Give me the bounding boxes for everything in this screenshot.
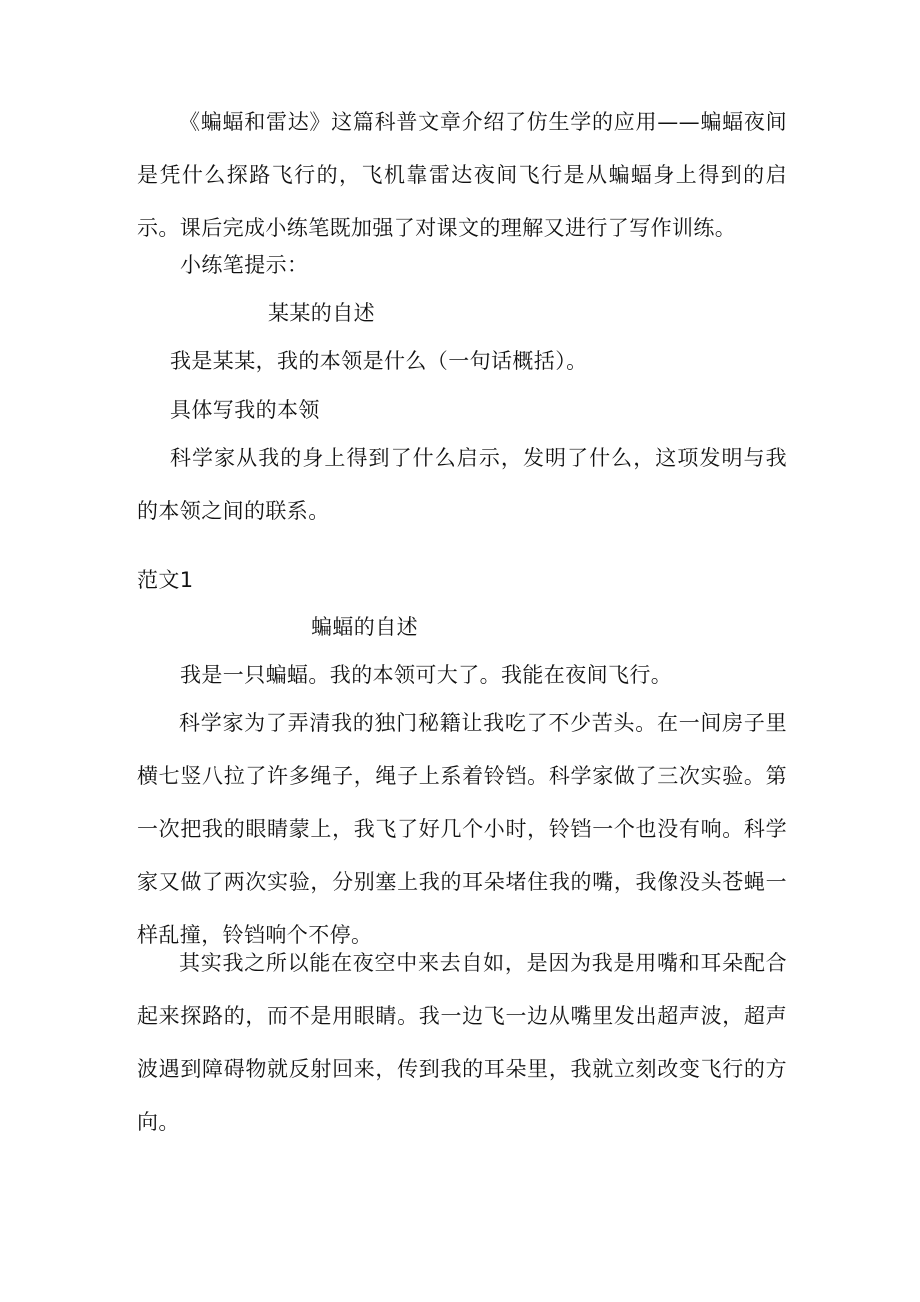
tips-label: 小练笔提示： <box>180 253 309 277</box>
outline-title: 某某的自述 <box>268 301 375 325</box>
example-paragraph-3: 其实我之所以能在夜空中来去自如，是因为我是用嘴和耳朵配合起来探路的，而不是用眼睛。我一边飞一边从嘴里发出超声波，超声波遇到障碍物就反射回来，传到我的耳朵里，我就立刻改变飞行的方向。 <box>137 951 787 1134</box>
example-paragraph-1: 我是一只蝙蝠。我的本领可大了。我能在夜间飞行。 <box>180 663 673 687</box>
example-title: 蝙蝠的自述 <box>311 615 418 639</box>
outline-item-3: 科学家从我的身上得到了什么启示，发明了什么，这项发明与我的本领之间的联系。 <box>137 446 787 523</box>
outline-item-1: 我是某某，我的本领是什么（一句话概括）。 <box>170 349 588 373</box>
outline-item-2: 具体写我的本领 <box>170 398 320 422</box>
example-label: 范文1 <box>137 568 194 592</box>
intro-paragraph: 《蝙蝠和雷达》这篇科普文章介绍了仿生学的应用——蝙蝠夜间是凭什么探路飞行的，飞机靠雷达夜间飞行是从蝙蝠身上得到的启示。课后完成小练笔既加强了对课文的理解又进行了写作训练。 <box>137 110 787 240</box>
example-paragraph-2: 科学家为了弄清我的独门秘籍让我吃了不少苦头。在一间房子里横七竖八拉了许多绳子，绳子上系着铃铛。科学家做了三次实验。第一次把我的眼睛蒙上，我飞了好几个小时，铃铛一个也没有响。科学家又做了两次实验，分别塞上我的耳朵堵住我的嘴，我像没头苍蝇一样乱撞，铃铛响个不停。 <box>137 711 787 947</box>
